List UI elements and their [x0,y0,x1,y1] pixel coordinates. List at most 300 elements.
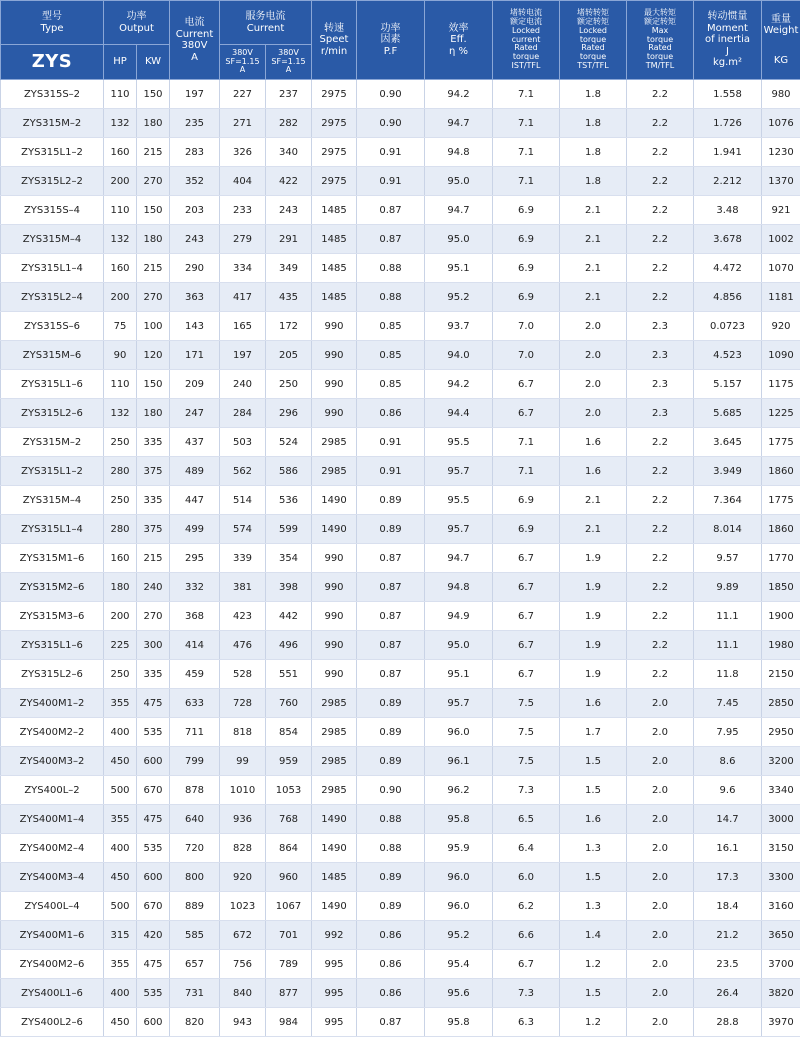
service-current-1-cell: 528 [220,660,266,689]
locked-current-cell: 6.7 [493,370,560,399]
locked-torque-cell: 1.3 [560,834,627,863]
max-torque-cell: 2.2 [627,138,694,167]
efficiency-cell: 95.7 [425,457,493,486]
current-cell: 720 [170,834,220,863]
kw-cell: 475 [137,950,170,979]
type-cell: ZYS315M1–6 [1,544,104,573]
efficiency-cell: 95.0 [425,167,493,196]
weight-cell: 2950 [762,718,800,747]
speed-cell: 995 [312,950,357,979]
speed-cell: 1490 [312,515,357,544]
kw-cell: 215 [137,254,170,283]
inertia-cell: 9.89 [694,573,762,602]
hp-cell: 250 [104,660,137,689]
hp-cell: 225 [104,631,137,660]
locked-torque-cell: 1.8 [560,109,627,138]
kw-cell: 420 [137,921,170,950]
speed-cell: 990 [312,631,357,660]
kw-cell: 670 [137,892,170,921]
table-row [1,979,800,1008]
current-cell: 197 [170,80,220,109]
max-torque-cell: 2.0 [627,776,694,805]
max-torque-cell: 2.0 [627,689,694,718]
service-current-2-cell: 701 [266,921,312,950]
weight-cell: 921 [762,196,800,225]
current-cell: 352 [170,167,220,196]
type-cell: ZYS315L2–6 [1,399,104,428]
power-factor-cell: 0.89 [357,689,425,718]
locked-torque-cell: 2.1 [560,254,627,283]
current-cell: 247 [170,399,220,428]
max-torque-cell: 2.2 [627,486,694,515]
max-torque-cell: 2.3 [627,312,694,341]
efficiency-cell: 96.0 [425,892,493,921]
max-torque-cell: 2.2 [627,254,694,283]
power-factor-cell: 0.85 [357,341,425,370]
max-torque-cell: 2.0 [627,979,694,1008]
locked-current-cell: 7.5 [493,718,560,747]
weight-cell: 1076 [762,109,800,138]
speed-cell: 2975 [312,138,357,167]
weight-cell: 1850 [762,573,800,602]
speed-header: 转速 Speet r/min [312,1,357,80]
service-current-sub1-header: 380V SF=1.15 A [220,45,266,80]
locked-torque-cell: 1.5 [560,776,627,805]
service-current-2-cell: 398 [266,573,312,602]
max-torque-cell: 2.3 [627,399,694,428]
table-row [1,747,800,776]
speed-cell: 1490 [312,486,357,515]
table-row [1,689,800,718]
power-factor-cell: 0.91 [357,457,425,486]
service-current-2-cell: 877 [266,979,312,1008]
efficiency-cell: 94.4 [425,399,493,428]
inertia-cell: 23.5 [694,950,762,979]
table-header [1,1,800,80]
table-row [1,544,800,573]
current-cell: 585 [170,921,220,950]
efficiency-cell: 95.9 [425,834,493,863]
service-current-2-cell: 354 [266,544,312,573]
inertia-cell: 9.57 [694,544,762,573]
table-row [1,863,800,892]
efficiency-cell: 95.5 [425,486,493,515]
service-current-2-cell: 586 [266,457,312,486]
service-current-1-cell: 334 [220,254,266,283]
speed-cell: 2985 [312,747,357,776]
max-torque-cell: 2.0 [627,863,694,892]
inertia-cell: 16.1 [694,834,762,863]
inertia-cell: 7.364 [694,486,762,515]
current-cell: 143 [170,312,220,341]
current-cell: 363 [170,283,220,312]
current-cell: 414 [170,631,220,660]
service-current-1-cell: 728 [220,689,266,718]
hp-cell: 280 [104,457,137,486]
service-current-2-cell: 205 [266,341,312,370]
max-torque-cell: 2.3 [627,341,694,370]
hp-cell: 450 [104,1008,137,1037]
efficiency-cell: 96.1 [425,747,493,776]
inertia-cell: 4.523 [694,341,762,370]
weight-cell: 920 [762,312,800,341]
type-cell: ZYS315L2–6 [1,660,104,689]
weight-cell: 1070 [762,254,800,283]
locked-current-cell: 6.6 [493,921,560,950]
hp-cell: 355 [104,950,137,979]
service-current-1-cell: 828 [220,834,266,863]
efficiency-cell: 95.8 [425,1008,493,1037]
current-cell: 437 [170,428,220,457]
inertia-cell: 11.1 [694,602,762,631]
locked-current-cell: 6.7 [493,631,560,660]
power-factor-cell: 0.86 [357,921,425,950]
service-current-1-cell: 574 [220,515,266,544]
table-row [1,834,800,863]
table-row [1,660,800,689]
max-torque-cell: 2.2 [627,283,694,312]
weight-cell: 1775 [762,486,800,515]
type-cell: ZYS400M1–2 [1,689,104,718]
power-factor-cell: 0.89 [357,863,425,892]
max-torque-cell: 2.3 [627,370,694,399]
speed-cell: 1490 [312,805,357,834]
efficiency-cell: 95.1 [425,254,493,283]
service-current-2-cell: 551 [266,660,312,689]
service-current-1-cell: 271 [220,109,266,138]
locked-torque-cell: 1.8 [560,167,627,196]
max-torque-cell: 2.2 [627,196,694,225]
inertia-cell: 8.6 [694,747,762,776]
locked-current-cell: 6.2 [493,892,560,921]
inertia-cell: 3.48 [694,196,762,225]
service-current-1-cell: 240 [220,370,266,399]
efficiency-cell: 96.2 [425,776,493,805]
efficiency-cell: 94.7 [425,544,493,573]
inertia-header: 转动惯量 Moment of inertia J kg.m² [694,1,762,80]
type-cell: ZYS400L1–6 [1,979,104,1008]
weight-cell: 1181 [762,283,800,312]
weight-cell: 3700 [762,950,800,979]
current-cell: 489 [170,457,220,486]
table-row [1,892,800,921]
power-factor-cell: 0.87 [357,196,425,225]
efficiency-cell: 95.6 [425,979,493,1008]
locked-torque-cell: 1.4 [560,921,627,950]
inertia-cell: 1.941 [694,138,762,167]
locked-current-cell: 7.3 [493,979,560,1008]
locked-current-cell: 6.9 [493,486,560,515]
hp-cell: 450 [104,863,137,892]
output-header: 功率 Output [104,1,170,45]
max-torque-cell: 2.2 [627,631,694,660]
current-cell: 332 [170,573,220,602]
current-cell: 235 [170,109,220,138]
efficiency-cell: 95.7 [425,689,493,718]
service-current-2-cell: 959 [266,747,312,776]
type-cell: ZYS315L2–4 [1,283,104,312]
speed-cell: 995 [312,979,357,1008]
power-factor-cell: 0.88 [357,283,425,312]
inertia-cell: 1.726 [694,109,762,138]
locked-current-cell: 7.1 [493,457,560,486]
table-row [1,399,800,428]
locked-torque-cell: 2.1 [560,196,627,225]
current-cell: 295 [170,544,220,573]
hp-cell: 90 [104,341,137,370]
max-torque-cell: 2.2 [627,225,694,254]
service-current-1-cell: 818 [220,718,266,747]
type-cell: ZYS315L2–2 [1,167,104,196]
service-current-1-cell: 279 [220,225,266,254]
speed-cell: 1485 [312,225,357,254]
current-cell: 290 [170,254,220,283]
locked-torque-cell: 1.9 [560,631,627,660]
service-current-1-cell: 284 [220,399,266,428]
table-row [1,283,800,312]
inertia-cell: 26.4 [694,979,762,1008]
locked-torque-cell: 1.8 [560,80,627,109]
locked-torque-cell: 1.6 [560,689,627,718]
hp-cell: 110 [104,196,137,225]
efficiency-cell: 93.7 [425,312,493,341]
weight-cell: 1775 [762,428,800,457]
inertia-cell: 0.0723 [694,312,762,341]
service-current-2-cell: 243 [266,196,312,225]
current-cell: 499 [170,515,220,544]
hp-cell: 355 [104,689,137,718]
weight-cell: 3650 [762,921,800,950]
service-current-2-cell: 422 [266,167,312,196]
locked-torque-cell: 2.1 [560,283,627,312]
locked-current-cell: 7.1 [493,80,560,109]
hp-cell: 500 [104,776,137,805]
power-factor-cell: 0.88 [357,805,425,834]
current-cell: 283 [170,138,220,167]
service-current-2-cell: 340 [266,138,312,167]
hp-cell: 200 [104,602,137,631]
type-cell: ZYS315M2–6 [1,573,104,602]
speed-cell: 1490 [312,892,357,921]
type-cell: ZYS315L1–6 [1,631,104,660]
weight-cell: 2850 [762,689,800,718]
power-factor-cell: 0.90 [357,80,425,109]
locked-torque-cell: 1.9 [560,544,627,573]
locked-current-cell: 7.0 [493,341,560,370]
hp-cell: 400 [104,718,137,747]
speed-cell: 990 [312,370,357,399]
service-current-2-cell: 442 [266,602,312,631]
service-current-2-cell: 172 [266,312,312,341]
locked-current-cell: 7.0 [493,312,560,341]
inertia-cell: 4.472 [694,254,762,283]
efficiency-cell: 96.0 [425,863,493,892]
max-torque-cell: 2.2 [627,428,694,457]
kw-cell: 270 [137,283,170,312]
service-current-sub2-header: 380V SF=1.15 A [266,45,312,80]
type-cell: ZYS400M1–4 [1,805,104,834]
locked-current-cell: 7.5 [493,689,560,718]
efficiency-cell: 95.5 [425,428,493,457]
hp-cell: 160 [104,254,137,283]
max-torque-cell: 2.0 [627,950,694,979]
power-factor-cell: 0.88 [357,834,425,863]
current-header: 电流 Current 380V A [170,1,220,80]
kw-cell: 180 [137,225,170,254]
kw-cell: 535 [137,834,170,863]
efficiency-cell: 95.8 [425,805,493,834]
service-current-1-cell: 920 [220,863,266,892]
inertia-cell: 17.3 [694,863,762,892]
inertia-cell: 1.558 [694,80,762,109]
max-torque-cell: 2.2 [627,457,694,486]
service-current-1-cell: 514 [220,486,266,515]
table-row [1,80,800,109]
locked-torque-cell: 1.2 [560,1008,627,1037]
power-factor-cell: 0.87 [357,225,425,254]
power-factor-cell: 0.87 [357,660,425,689]
locked-current-cell: 6.9 [493,196,560,225]
max-torque-cell: 2.0 [627,834,694,863]
table-row [1,370,800,399]
current-cell: 368 [170,602,220,631]
service-current-1-cell: 404 [220,167,266,196]
max-torque-header: 最大转矩 额定转矩 Max torque Rated torque TM/TFL [627,1,694,80]
speed-cell: 990 [312,660,357,689]
hp-cell: 400 [104,834,137,863]
table-row [1,602,800,631]
kw-cell: 335 [137,428,170,457]
locked-current-cell: 6.7 [493,544,560,573]
type-cell: ZYS315M–2 [1,109,104,138]
locked-torque-cell: 2.0 [560,399,627,428]
weight-cell: 1860 [762,515,800,544]
service-current-2-cell: 435 [266,283,312,312]
type-cell: ZYS400L–4 [1,892,104,921]
service-current-1-cell: 562 [220,457,266,486]
table-row [1,805,800,834]
service-current-1-cell: 227 [220,80,266,109]
locked-torque-cell: 1.9 [560,602,627,631]
weight-cell: 1980 [762,631,800,660]
current-cell: 731 [170,979,220,1008]
power-factor-cell: 0.87 [357,602,425,631]
power-factor-cell: 0.87 [357,573,425,602]
type-cell: ZYS315M–4 [1,486,104,515]
hp-cell: 180 [104,573,137,602]
locked-current-cell: 7.1 [493,167,560,196]
service-current-1-cell: 197 [220,341,266,370]
speed-cell: 990 [312,312,357,341]
speed-cell: 990 [312,544,357,573]
table-row [1,718,800,747]
locked-torque-header: 堵转转矩 额定转矩 Locked torque Rated torque TST/TFL [560,1,627,80]
locked-torque-cell: 2.1 [560,515,627,544]
locked-current-cell: 6.9 [493,254,560,283]
type-cell: ZYS315L1–6 [1,370,104,399]
locked-current-cell: 7.1 [493,138,560,167]
service-current-1-cell: 936 [220,805,266,834]
locked-current-cell: 7.1 [493,428,560,457]
efficiency-cell: 94.8 [425,573,493,602]
current-cell: 203 [170,196,220,225]
kw-cell: 120 [137,341,170,370]
max-torque-cell: 2.0 [627,921,694,950]
hp-cell: 315 [104,921,137,950]
max-torque-cell: 2.0 [627,1008,694,1037]
hp-cell: 250 [104,428,137,457]
speed-cell: 990 [312,341,357,370]
inertia-cell: 5.685 [694,399,762,428]
service-current-1-cell: 99 [220,747,266,776]
power-factor-cell: 0.90 [357,109,425,138]
table-row [1,776,800,805]
weight-cell: 1175 [762,370,800,399]
weight-cell: 1900 [762,602,800,631]
kw-cell: 215 [137,138,170,167]
locked-torque-cell: 1.7 [560,718,627,747]
service-current-2-cell: 789 [266,950,312,979]
weight-cell: 3160 [762,892,800,921]
inertia-cell: 7.45 [694,689,762,718]
type-cell: ZYS315S–6 [1,312,104,341]
service-current-2-cell: 496 [266,631,312,660]
locked-torque-cell: 1.3 [560,892,627,921]
kw-cell: 600 [137,1008,170,1037]
type-cell: ZYS400M2–6 [1,950,104,979]
power-factor-cell: 0.86 [357,950,425,979]
hp-cell: 500 [104,892,137,921]
kw-cell: 535 [137,718,170,747]
power-factor-cell: 0.87 [357,1008,425,1037]
weight-cell: 3820 [762,979,800,1008]
service-current-2-cell: 282 [266,109,312,138]
service-current-1-cell: 672 [220,921,266,950]
kw-cell: 215 [137,544,170,573]
locked-current-cell: 6.4 [493,834,560,863]
locked-torque-cell: 1.5 [560,979,627,1008]
power-factor-cell: 0.87 [357,631,425,660]
inertia-cell: 3.645 [694,428,762,457]
hp-cell: 450 [104,747,137,776]
locked-torque-cell: 2.0 [560,312,627,341]
hp-cell: 160 [104,138,137,167]
inertia-cell: 5.157 [694,370,762,399]
inertia-cell: 3.949 [694,457,762,486]
locked-current-cell: 6.7 [493,399,560,428]
max-torque-cell: 2.2 [627,660,694,689]
locked-current-cell: 6.7 [493,573,560,602]
locked-torque-cell: 2.0 [560,370,627,399]
kw-cell: 600 [137,747,170,776]
table-row [1,1008,800,1037]
efficiency-cell: 95.2 [425,283,493,312]
inertia-cell: 7.95 [694,718,762,747]
max-torque-cell: 2.2 [627,167,694,196]
power-factor-cell: 0.87 [357,544,425,573]
speed-cell: 2975 [312,109,357,138]
weight-cell: 3300 [762,863,800,892]
locked-torque-cell: 1.6 [560,805,627,834]
service-current-1-cell: 756 [220,950,266,979]
max-torque-cell: 2.2 [627,515,694,544]
locked-torque-cell: 1.5 [560,747,627,776]
power-factor-cell: 0.90 [357,776,425,805]
max-torque-cell: 2.0 [627,805,694,834]
inertia-cell: 2.212 [694,167,762,196]
weight-cell: 1230 [762,138,800,167]
service-current-2-cell: 524 [266,428,312,457]
